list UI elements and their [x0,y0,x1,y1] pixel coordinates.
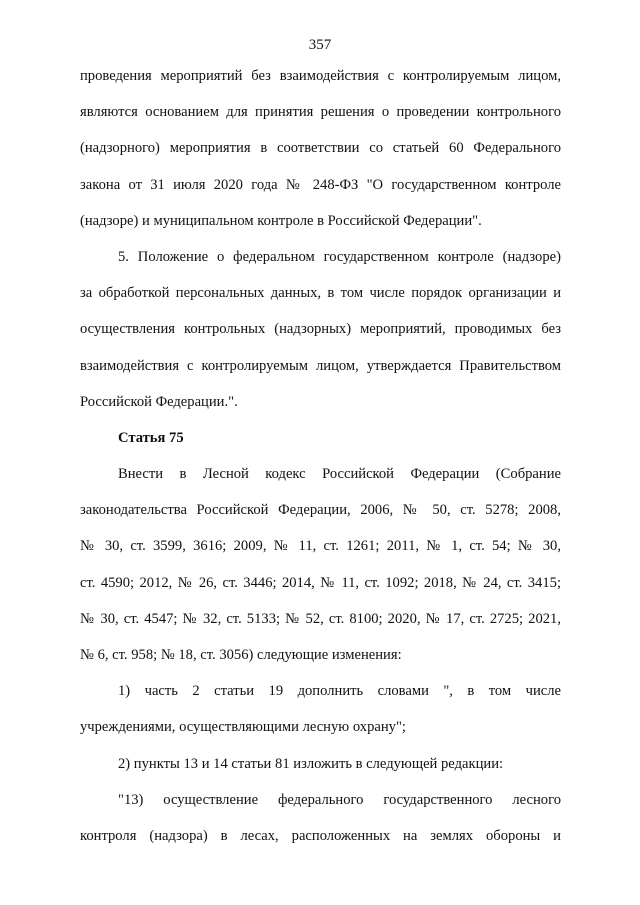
paragraph-start: "13) осуществление федерального государственного лесного [118,791,561,808]
article-heading: Статья 75 [118,429,184,446]
text-line: учреждениями, осуществляющими лесную охрану"; [80,719,406,736]
text-line: осуществления контрольных (надзорных) мероприятий, проводимых без [80,321,561,338]
text-line: ст. 4590; 2012, № 26, ст. 3446; 2014, № 11, ст. 1092; 2018, № 24, ст. 3415; [80,574,561,591]
text-line: являются основанием для принятия решения о проведении контрольного [80,104,561,121]
paragraph-start: 5. Положение о федеральном государственном контроле (надзоре) [118,248,561,265]
text-line: № 6, ст. 958; № 18, ст. 3056) следующие изменения: [80,647,402,663]
text-line: Российской Федерации.". [80,393,238,410]
paragraph-start: 2) пункты 13 и 14 статьи 81 изложить в следующей редакции: [118,755,504,772]
text-line: (надзоре) и муниципальном контроле в Российской Федерации". [80,212,482,229]
paragraph-start: 1) часть 2 статьи 19 дополнить словами ", в том числе [118,683,561,700]
page-number: 357 [308,37,332,53]
text-line: законодательства Российской Федерации, 2006, № 50, ст. 5278; 2008, [80,502,561,519]
document-body [80,66,561,862]
text-line: закона от 31 июля 2020 года № 248-ФЗ "О государственном контроле [80,176,561,193]
text-line: взаимодействия с контролируемым лицом, утверждается Правительством [80,357,561,374]
text-line: № 30, ст. 3599, 3616; 2009, № 11, ст. 1261; 2011, № 1, ст. 54; № 30, [80,538,561,555]
text-line: контроля (надзора) в лесах, расположенных на землях обороны и [80,827,561,844]
text-line: № 30, ст. 4547; № 32, ст. 5133; № 52, ст. 8100; 2020, № 17, ст. 2725; 2021, [80,610,561,627]
paragraph-start: Внести в Лесной кодекс Российской Федерации (Собрание [118,466,561,483]
text-line: за обработкой персональных данных, в том числе порядок организации и [80,285,561,302]
text-line: (надзорного) мероприятия в соответствии со статьей 60 Федерального [80,140,561,157]
text-line: проведения мероприятий без взаимодействия с контролируемым лицом, [80,68,561,84]
